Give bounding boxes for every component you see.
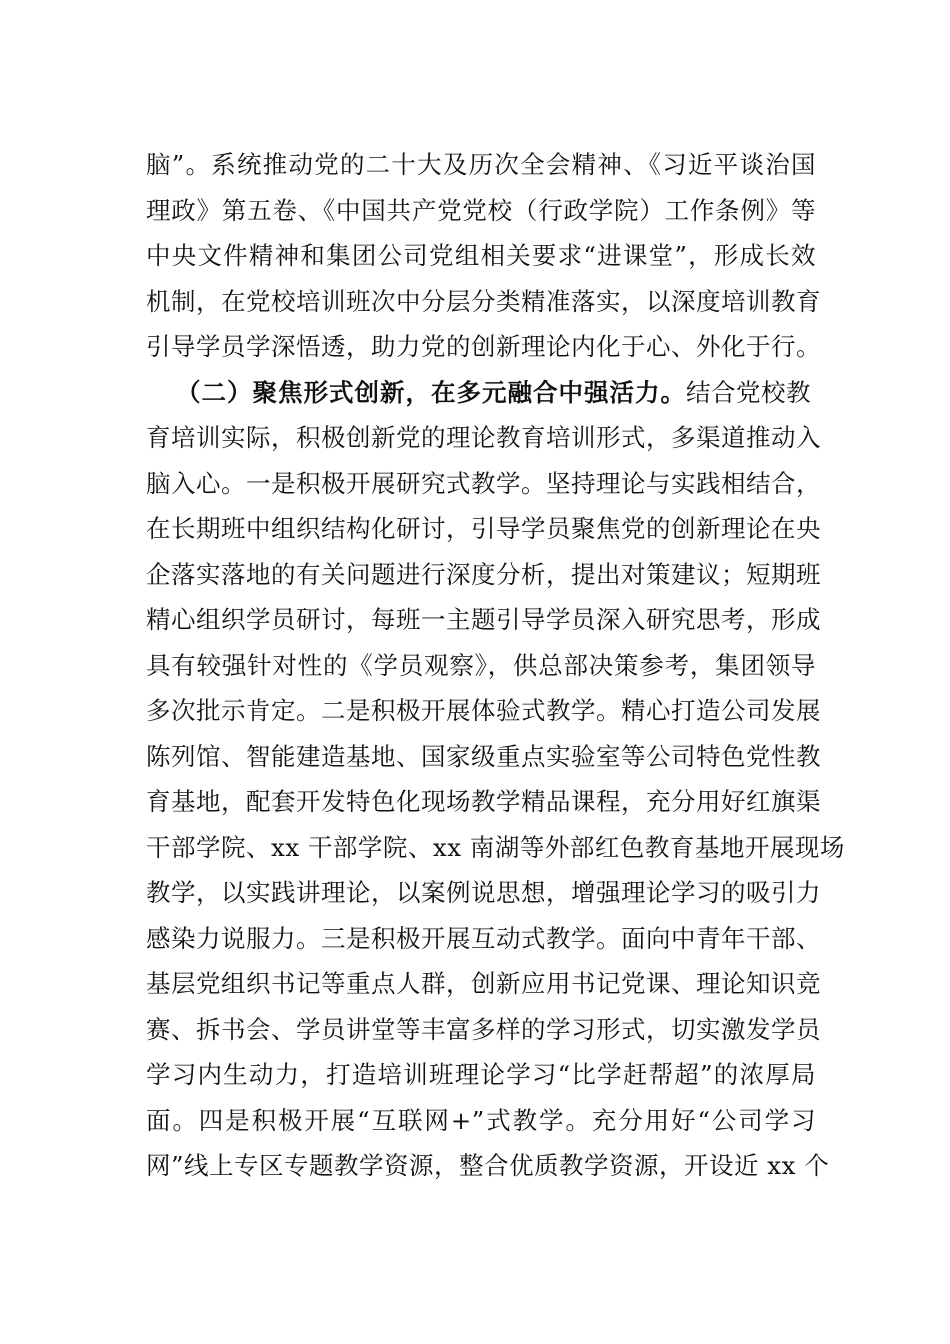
text-line: 陈列馆、智能建造基地、国家级重点实验室等公司特色党性教: [146, 741, 821, 771]
text-line: 引导学员学深悟透，助力党的创新理论内化于心、外化于行。: [146, 332, 821, 361]
text-line: 教学，以实践讲理论，以案例说思想，增强理论学习的吸引力: [146, 878, 821, 907]
text-line: 育基地，配套开发特色化现场教学精品课程，充分用好红旗渠: [146, 787, 821, 816]
text-line: 学习内生动力，打造培训班理论学习“比学赶帮超”的浓厚局: [146, 1060, 816, 1089]
text-line: 感染力说服力。三是积极开展互动式教学。面向中青年干部、: [146, 923, 821, 953]
text-line: 脑入心。一是积极开展研究式教学。坚持理论与实践相结合，: [146, 468, 821, 498]
text-line: 网”线上专区专题教学资源，整合优质教学资源，开设近 xx 个: [146, 1151, 830, 1180]
text-line: 多次批示肯定。二是积极开展体验式教学。精心打造公司发展: [146, 696, 821, 725]
paragraph-2: [146, 370, 845, 1189]
text-line: 精心组织学员研讨，每班一主题引导学员深入研究思考，形成: [146, 605, 821, 634]
text-line: 理政》第五卷、《中国共产党党校（行政学院）工作条例》等: [146, 195, 816, 225]
text-line: 基层党组织书记等重点人群，创新应用书记党课、理论知识竞: [146, 969, 821, 998]
text-line: 中央文件精神和集团公司党组相关要求“进课堂”，形成长效: [146, 241, 816, 270]
text-line: 育培训实际，积极创新党的理论教育培训形式，多渠道推动入: [146, 423, 821, 452]
text-fragment: 结合党校教: [686, 377, 811, 407]
section-heading: （二）聚焦形式创新，在多元融合中强活力。: [176, 377, 686, 407]
text-line: 在长期班中组织结构化研讨，引导学员聚焦党的创新理论在央: [146, 514, 821, 543]
paragraph-1: [146, 142, 821, 370]
text-line: 机制，在党校培训班次中分层分类精准落实，以深度培训教育: [146, 286, 821, 316]
text-line: 干部学院、xx 干部学院、xx 南湖等外部红色教育基地开展现场: [146, 832, 845, 862]
text-line: 脑”。系统推动党的二十大及历次全会精神、《习近平谈治国: [146, 150, 816, 179]
text-line: 具有较强针对性的《学员观察》，供总部决策参考，集团领导: [146, 650, 816, 680]
text-line: 赛、拆书会、学员讲堂等丰富多样的学习形式，切实激发学员: [146, 1014, 821, 1044]
document-body: [146, 142, 845, 1189]
text-line: 企落实落地的有关问题进行深度分析，提出对策建议；短期班: [146, 559, 821, 589]
paragraph-2-first-line: [146, 370, 816, 416]
text-line: 面。四是积极开展“互联网+”式教学。充分用好“公司学习: [146, 1105, 816, 1135]
